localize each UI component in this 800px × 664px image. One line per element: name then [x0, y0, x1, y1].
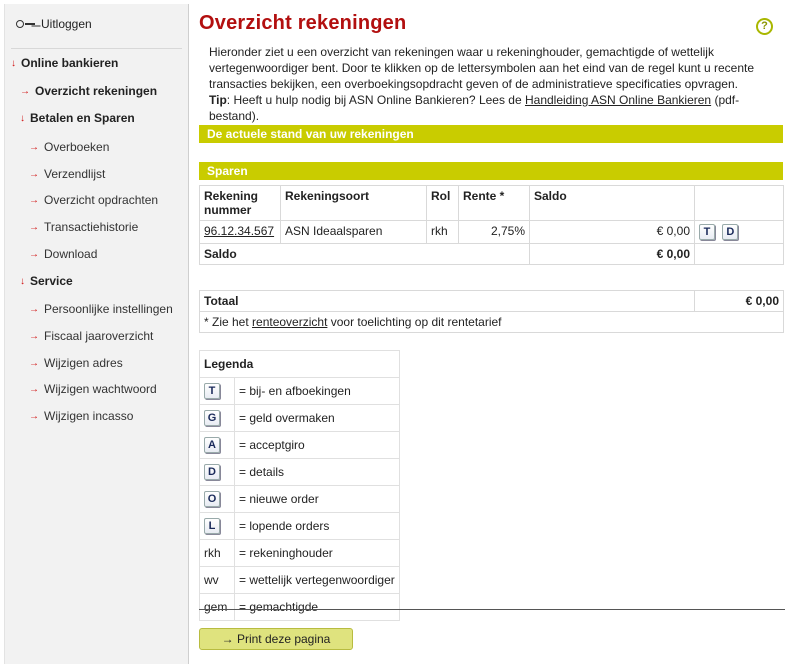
page-title: Overzicht rekeningen [199, 12, 407, 34]
nav-label: Wijzigen wachtwoord [44, 382, 157, 396]
sidebar [4, 4, 189, 664]
nav-label: Download [44, 247, 98, 261]
col-rekening: Rekening nummer [200, 186, 281, 221]
totals-table [199, 290, 784, 333]
arrow-right-icon: → [29, 330, 39, 342]
logout-label: Uitloggen [41, 17, 92, 31]
legend-desc: = wettelijk vertegenwoordiger [235, 567, 400, 594]
legend-desc: = acceptgiro [235, 432, 400, 459]
nav-transactiehistorie[interactable] [29, 220, 138, 234]
legend-row [200, 594, 400, 621]
legend-desc: = details [235, 459, 400, 486]
letter-a-icon: A [204, 437, 220, 453]
legend-row [200, 513, 400, 540]
legend-desc: = nieuwe order [235, 486, 400, 513]
legend-row [200, 378, 400, 405]
cell-rol: rkh [427, 221, 459, 244]
tip-label: Tip [209, 93, 227, 107]
nav-label: Wijzigen adres [44, 356, 123, 370]
arrow-right-icon: → [29, 248, 39, 260]
letter-l-icon: L [204, 518, 220, 534]
note-text-after: voor toelichting op dit rentetarief [327, 315, 502, 329]
arrow-right-icon: → [29, 357, 39, 369]
nav-label: Fiscaal jaaroverzicht [44, 329, 154, 343]
arrow-right-icon: → [29, 221, 39, 233]
nav-service[interactable] [20, 274, 73, 288]
arrow-down-icon: ↓ [20, 112, 25, 124]
legend-title-row [200, 351, 400, 378]
nav-label: Overboeken [44, 140, 110, 154]
intro-paragraph: Hieronder ziet u een overzicht van rekeningen waar u rekeninghouder, gemachtigde of wettelijk vertegenwoordiger bent. Door te klikken op de lettersymbolen aan het eind van de regel kunt u recente transacties bekijken, een overboekingsopdracht geven of de administratieve specificaties opvragen. [209, 45, 755, 91]
letter-d-icon: D [204, 464, 220, 480]
tip-text: : Heeft u hulp nodig bij ASN Online Bankieren? Lees de [226, 93, 525, 107]
nav-wijzigen-adres[interactable] [29, 356, 123, 370]
nav-verzendlijst[interactable] [29, 167, 105, 181]
rate-note [200, 312, 784, 333]
saldo-row [200, 244, 784, 265]
legend-desc: = bij- en afboekingen [235, 378, 400, 405]
cell-nummer [200, 221, 281, 244]
legend-desc: = gemachtigde [235, 594, 400, 621]
total-value: € 0,00 [695, 291, 784, 312]
nav-label: Overzicht opdrachten [44, 193, 159, 207]
account-number-link[interactable]: 96.12.34.567 [204, 224, 275, 238]
cell-soort: ASN Ideaalsparen [281, 221, 427, 244]
legend-desc: = rekeninghouder [235, 540, 400, 567]
letter-t-icon: T [204, 383, 220, 399]
legend-key-cell [200, 405, 235, 432]
key-icon [16, 19, 36, 29]
renteoverzicht-link[interactable]: renteoverzicht [252, 315, 328, 329]
print-button[interactable]: → Print deze pagina [199, 628, 353, 650]
nav-online-bankieren[interactable] [11, 56, 118, 70]
help-icon[interactable]: ? [756, 18, 773, 35]
sidebar-divider [11, 48, 182, 49]
legend-row [200, 405, 400, 432]
nav-wijzigen-wachtwoord[interactable] [29, 382, 157, 396]
col-rente: Rente * [459, 186, 530, 221]
legend-row [200, 432, 400, 459]
saldo-value: € 0,00 [530, 244, 695, 265]
legend-key-cell [200, 378, 235, 405]
arrow-right-icon: → [29, 303, 39, 315]
nav-overzicht-rekeningen[interactable] [20, 84, 157, 98]
nav-overzicht-opdrachten[interactable] [29, 193, 158, 207]
total-label: Totaal [200, 291, 695, 312]
sub-section-header: Sparen [199, 160, 783, 180]
nav-download[interactable] [29, 247, 97, 261]
nav-label: Verzendlijst [44, 167, 106, 181]
col-soort: Rekeningsoort [281, 186, 427, 221]
nav-label: Persoonlijke instellingen [44, 302, 173, 316]
legend-key: gem [200, 594, 235, 621]
accounts-table [199, 185, 784, 265]
totals-row [200, 291, 784, 312]
legend-desc: = geld overmaken [235, 405, 400, 432]
legend-key-cell [200, 513, 235, 540]
legend-desc: = lopende orders [235, 513, 400, 540]
nav-overboeken[interactable] [29, 140, 109, 154]
col-actions [695, 186, 784, 221]
legend-key: wv [200, 567, 235, 594]
arrow-right-icon: → [20, 85, 30, 97]
note-row [200, 312, 784, 333]
nav-label: Online bankieren [21, 56, 119, 70]
intro-text [209, 44, 784, 124]
legend-key-cell [200, 459, 235, 486]
arrow-down-icon: ↓ [11, 57, 16, 69]
arrow-right-icon: → [29, 141, 39, 153]
legend-row [200, 459, 400, 486]
divider [199, 609, 785, 610]
nav-label: Wijzigen incasso [44, 409, 134, 423]
cell-rente: 2,75% [459, 221, 530, 244]
legend-table [199, 350, 400, 621]
col-rol: Rol [427, 186, 459, 221]
legend-row [200, 567, 400, 594]
nav-label: Betalen en Sparen [30, 111, 135, 125]
letter-o-icon: O [204, 491, 220, 507]
section-header: De actuele stand van uw rekeningen [199, 125, 783, 143]
logout-link[interactable] [16, 17, 92, 31]
transactions-button[interactable]: T [699, 224, 715, 240]
legend-key-cell [200, 486, 235, 513]
legend-key-cell [200, 432, 235, 459]
nav-label: Overzicht rekeningen [35, 84, 158, 98]
arrow-right-icon: → [29, 410, 39, 422]
nav-betalen-en-sparen[interactable] [20, 111, 135, 125]
arrow-right-icon: → [29, 194, 39, 206]
col-saldo: Saldo [530, 186, 695, 221]
nav-label: Transactiehistorie [44, 220, 139, 234]
manual-link[interactable]: Handleiding ASN Online Bankieren [524, 93, 712, 107]
nav-persoonlijke-instellingen[interactable] [29, 302, 173, 316]
nav-label: Service [30, 274, 73, 288]
table-row [200, 221, 784, 244]
nav-fiscaal-jaaroverzicht[interactable] [29, 329, 153, 343]
note-text: * Zie het [204, 315, 253, 329]
nav-wijzigen-incasso[interactable] [29, 409, 133, 423]
details-button[interactable]: D [722, 224, 738, 240]
arrow-right-icon: → [29, 383, 39, 395]
legend-key: rkh [200, 540, 235, 567]
arrow-down-icon: ↓ [20, 275, 25, 287]
saldo-label: Saldo [200, 244, 530, 265]
tip-text-after: (pdf-bestand). [209, 93, 740, 123]
cell-saldo: € 0,00 [530, 221, 695, 244]
legend-title: Legenda [200, 351, 400, 378]
arrow-right-icon: → [29, 168, 39, 180]
legend-row [200, 486, 400, 513]
letter-g-icon: G [204, 410, 220, 426]
saldo-empty [695, 244, 784, 265]
table-header-row [200, 186, 784, 221]
legend-row [200, 540, 400, 567]
cell-actions [695, 221, 784, 244]
